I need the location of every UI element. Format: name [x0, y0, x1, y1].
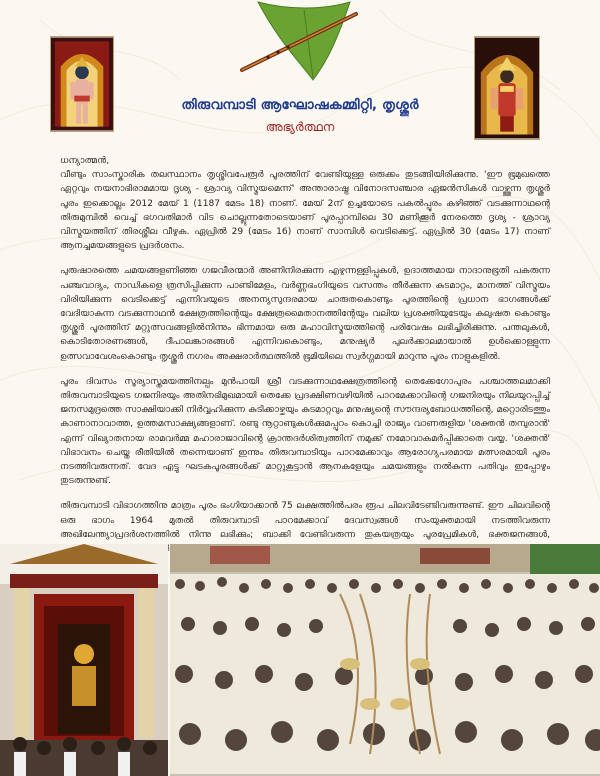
festival-crowd-illustration	[170, 544, 600, 776]
bhagavathy-deity-illustration	[475, 37, 539, 139]
salutation: ധന്യാത്മൻ,	[60, 156, 110, 166]
festival-crowd-photo	[170, 544, 600, 776]
krishna-deity-photo	[50, 36, 114, 132]
paragraph-3: പൂരം ദിവസം സൂര്യാസ്തമയത്തിനല്പം മുൻപായി ശ്രീ വടക്കുന്നാഥക്ഷേത്രത്തിന്റെ തെക്കേഗോപുരം പശ്ചാത്തലമാക്കി തിരുവമ്പാടിയുടെ ഗജനിരയും അതിനഭിമുഖമായി തെക്കേ പ്രദക്ഷിണവഴിയിൽ പാറമേക്കാവിന്റെ ഗജനിരയും നിലയുറപ്പിച്ച് ജനസമുദ്രത്തെ സാക്ഷിയാക്കി നിർവ്വഹിക്കുന്ന കുടിക്കാഴ്ചയും കുടമാറ്റവും മനുഷ്യന്റെ സൗന്ദര്യബോധത്തിന്റെ, മറ്റൊരിടത്തും കാണാനാവാത്ത, ഉത്തമസാക്ഷ്യങ്ങളാണ്. രണ്ടു നൂറ്റാണ്ടുകൾക്കുമപ്പുറം കൊച്ചി രാജ്യം വാണരുളിയ 'ശക്തൻ തമ്പുരാൻ' എന്ന് വിഖ്യാതനായ രാമവർമ്മ മഹാരാജാവിന്റെ ക്രാന്തദർശിത്വത്തിന് നമുക്ക് നമോവാകമർപ്പിക്കാതെ വയ്യ. 'ശക്തൻ' വിഭാവനം ചെയ്ത രീതിയിൽ തന്നെയാണ് ഇന്നും തിരുവമ്പാടിയും പാറമേക്കാവും ആരോഗ്യപരമായ മത്സരമായി പൂരം നടത്തിവരുന്നത്. വേദ എട്ടു ഘടകപൂരങ്ങൾക്ക് മാറ്റുകൂട്ടാൻ ആനകളേയും ചമയങ്ങളും നൽകുന്ന പതിവും ഇപ്പോഴും തുടരുന്നുണ്ട്.	[60, 376, 550, 487]
paragraph-2: പുരുഷാരത്തെ ചമയങ്ങളണിഞ്ഞ ഗജവീരന്മാർ അണിനിരക്കുന്ന എഴുന്നള്ളിപ്പുകൾ, ഉദാത്തമായ നാദാനുഭൂതി പകരുന്ന പഞ്ചവാദ്യം, നാഡികളെ ത്രസിപ്പിക്കുന്ന പാണ്ടിമേളം, വർണ്ണഭംഗിയുടെ വസന്തം തീർക്കുന്ന കുടമാറ്റം, മാനത്ത് വിസ്മയം വിരിയിക്കുന്ന വെടിക്കെട്ട് എന്നിവയുടെ അനന്യസുന്ദരമായ ചാരുതകൊണ്ടും പൂരത്തിന്റെ പ്രധാന ഭാഗങ്ങൾക്ക് വേദിയാകുന്ന വടക്കുന്നാഥൻ ക്ഷേത്രത്തിന്റെയും ക്ഷേത്രമൈതാനത്തിന്റേയും വലിയ പ്രശക്തിയുടേയും കലുഷത കൊണ്ടും തൃശ്ശൂർ പൂരത്തിന് മറ്റുത്സവങ്ങളിൽനിന്നും ഭിന്നമായ ഒരു മഹാവിസ്മയത്തിന്റെ പരിവേഷം ലഭിച്ചിരിക്കുന്നു. പന്തലുകൾ, കൊടിതോരണങ്ങൾ, ദീപാലങ്കാരങ്ങൾ എന്നിവകൊണ്ടും, മനുഷ്യർ പുലർക്കാലമായാൽ ഉൾക്കൊള്ളുന്ന ഉത്സവാവേശംകൊണ്ടും തൃശ്ശൂർ നഗരം അക്ഷരാർത്ഥത്തിൽ ഭൂമിയിലെ സ്വർഗ്ഗമായി മാറുന്നു പൂരം നാളുകളിൽ.	[60, 266, 550, 362]
organization-title: തിരുവമ്പാടി ആഘോഷകമ്മിറ്റി, തൃശ്ശൂർ	[181, 97, 419, 113]
paragraph-1: വീണ്ടും സാംസ്കാരിക തലസ്ഥാനം തൃശ്ശിവപേരൂർ പൂരത്തിന് വേണ്ടിയുള്ള ഒരുക്കം തുടങ്ങിയിരിക്കുന്നു. 'ഈ ഭൂമുഖത്തെ ഏറ്റവും നയനാഭിരാമമായ ദൃശ്യ - ശ്രാവ്യ വിസ്മയമെന്ന്' അന്താരാഷ്ട്ര വിനോദസഞ്ചാര ഏജൻസികൾ വാഴ്ത്തുന്ന തൃശ്ശൂർ പൂരം ഇക്കൊല്ലം 2012 മേയ് 1 (1187 മേടം 18) നാണ്. മേയ് 2ന് ഉച്ചയോടെ പകൽപ്പൂരം കഴിഞ്ഞ് വടക്കുന്നാഥന്റെ തിരുമുമ്പിൽ വെച്ച് ഭഗവതിമാർ വിട ചൊല്ലുന്നതോടെയാണ് പൂരപ്പറമ്പിലെ 30 മണിക്കൂർ നേരത്തെ ദൃശ്യ - ശ്രാവ്യ വിസ്മയത്തിന് തിരശ്ശീല വീഴുക. ഏപ്രിൽ 29 (മേടം 16) നാണ് സാമ്പിൾ വെടിക്കെട്ട്. ഏപ്രിൽ 30 (മേടം 17) നാണ് ആനച്ചമയങ്ങളുടെ പ്രദർശനം.	[60, 170, 550, 252]
temple-gateway-illustration	[0, 544, 168, 776]
temple-gateway-photo	[0, 544, 168, 776]
letter-body	[60, 154, 550, 567]
peepal-leaf-flute-logo	[228, 0, 358, 82]
letter-subtitle: അഭ്യർത്ഥന	[265, 119, 335, 134]
bhagavathy-deity-photo	[474, 36, 540, 140]
paragraph-4: തിരുവമ്പാടി വിഭാഗത്തിനു മാത്രം പൂരം ഭംഗിയാക്കാൻ 75 ലക്ഷത്തിൽപരം രൂപ ചിലവിടേണ്ടിവരുന്നുണ്ട്. ഈ ചിലവിന്റെ ഒരു ഭാഗം 1964 മുതൽ തിരുവമ്പാടി പാറമേക്കാവ് ദേവസ്വങ്ങൾ സംയുക്തമായി നടത്തിവരുന്ന അഖിലേന്ത്യാപ്രദർശനത്തിൽ നിന്നു ലഭിക്കും; ബാക്കി വേണ്ടിവരുന്ന തുകയത്രയും പൂരപ്രേമികൾ, ഭക്തജനങ്ങൾ,	[60, 501, 550, 540]
krishna-deity-illustration	[51, 37, 113, 131]
